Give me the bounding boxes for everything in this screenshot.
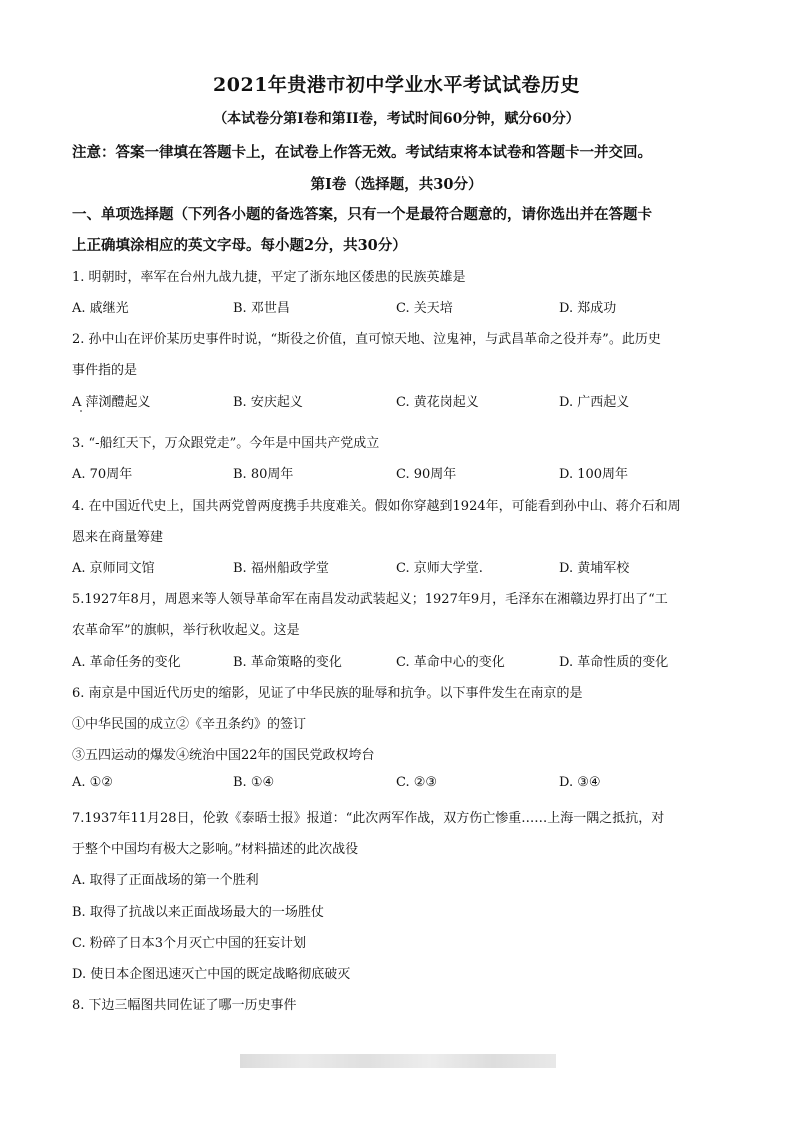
question-7-option-d: D. 使日本企图迅速灭亡中国的既定战略彻底破灭 — [72, 967, 351, 982]
question-4-option-a: A. 京师同文馆 — [72, 561, 155, 576]
question-5-option-d: D. 革命性质的变化 — [559, 655, 669, 670]
question-4-stem-line2: 恩来在商量筹建 — [72, 530, 164, 545]
question-6-option-b: B. ①④ — [233, 775, 275, 790]
question-6-option-d: D. ③④ — [559, 775, 601, 790]
question-2-option-d: D. 广西起义 — [559, 395, 630, 410]
question-7-option-b: B. 取得了抗战以来正面战场最大的一场胜仗 — [72, 905, 324, 920]
blurred-watermark — [240, 1054, 556, 1068]
page-title: 2021年贵港市初中学业水平考试试卷历史 — [213, 74, 580, 96]
question-1-option-b: B. 邓世昌 — [233, 301, 290, 316]
question-1-option-c: C. 关天培 — [396, 301, 453, 316]
question-4-option-c: C. 京师大学堂. — [396, 561, 483, 576]
exam-subtitle: （本试卷分第Ⅰ卷和第II卷，考试时间60分钟，赋分60分） — [213, 111, 580, 127]
question-5-option-c: C. 革命中心的变化 — [396, 655, 505, 670]
question-8-stem: 8. 下边三幅图共同佐证了哪一历史事件 — [72, 998, 297, 1013]
question-5-option-a: A. 革命任务的变化 — [72, 655, 181, 670]
question-4-option-d: D. 黄埔军校 — [559, 561, 630, 576]
part-heading: 第Ⅰ卷（选择题，共30分） — [310, 176, 483, 193]
question-6-item-2: ③五四运动的爆发④统治中国22年的国民党政权垮台 — [72, 748, 375, 763]
question-3-stem: 3. “-船红天下，万众跟党走”。今年是中国共产党成立 — [72, 436, 380, 451]
question-7-stem-line2: 于整个中国均有极大之影响。”材料描述的此次战役 — [72, 842, 359, 857]
section-instructions-line2: 上正确填涂相应的英文字母。每小题2分，共30分） — [72, 237, 407, 254]
question-1-option-d: D. 郑成功 — [559, 301, 617, 316]
question-7-stem-line1: 7.1937年11月28日，伦敦《泰晤士报》报道：“此次两军作战，双方伤亡惨重……上海一隅之抵抗，对 — [72, 811, 665, 826]
question-2-option-a: A 萍浏醴起义 — [72, 395, 151, 410]
question-6-item-1: ①中华民国的成立②《辛丑条约》的签订 — [72, 717, 307, 732]
question-7-option-a: A. 取得了正面战场的第一个胜利 — [72, 873, 259, 888]
question-2-option-c: C. 黄花岗起义 — [396, 395, 479, 410]
question-3-option-b: B. 80周年 — [233, 467, 294, 482]
question-5-stem-line2: 农革命军”的旗帜，举行秋收起义。这是 — [72, 623, 300, 638]
exam-notice: 注意：答案一律填在答题卡上，在试卷上作答无效。考试结束将本试卷和答题卡一并交回。 — [72, 144, 652, 161]
scan-speck — [80, 410, 82, 412]
question-3-option-a: A. 70周年 — [72, 467, 133, 482]
question-6-option-c: C. ②③ — [396, 775, 438, 790]
question-4-option-b: B. 福州船政学堂 — [233, 561, 329, 576]
question-5-option-b: B. 革命策略的变化 — [233, 655, 342, 670]
question-1-stem: 1. 明朝时，率军在台州九战九捷，平定了浙东地区倭患的民族英雄是 — [72, 270, 466, 285]
question-3-option-d: D. 100周年 — [559, 467, 629, 482]
question-2-stem-line1: 2. 孙中山在评价某历史事件时说，“斯役之价值，直可惊天地、泣鬼神，与武昌革命之役并寿”。此历史 — [72, 332, 661, 347]
question-7-option-c: C. 粉碎了日本3个月灭亡中国的狂妄计划 — [72, 936, 307, 951]
question-5-stem-line1: 5.1927年8月，周恩来等人领导革命军在南昌发动武装起义；1927年9月，毛泽东在湘赣边界打出了“工 — [72, 592, 668, 607]
question-6-option-a: A. ①② — [72, 775, 113, 790]
section-instructions-line1: 一、单项选择题（下列各小题的备选答案，只有一个是最符合题意的，请你选出并在答题卡 — [72, 206, 652, 223]
question-2-option-b: B. 安庆起义 — [233, 395, 303, 410]
question-1-option-a: A. 戚继光 — [72, 301, 129, 316]
question-2-stem-line2: 事件指的是 — [72, 363, 138, 378]
question-3-option-c: C. 90周年 — [396, 467, 457, 482]
question-4-stem-line1: 4. 在中国近代史上，国共两党曾两度携手共度难关。假如你穿越到1924年，可能看到孙中山、蒋介石和周 — [72, 499, 681, 514]
question-6-stem: 6. 南京是中国近代历史的缩影，见证了中华民族的耻辱和抗争。以下事件发生在南京的是 — [72, 686, 583, 701]
